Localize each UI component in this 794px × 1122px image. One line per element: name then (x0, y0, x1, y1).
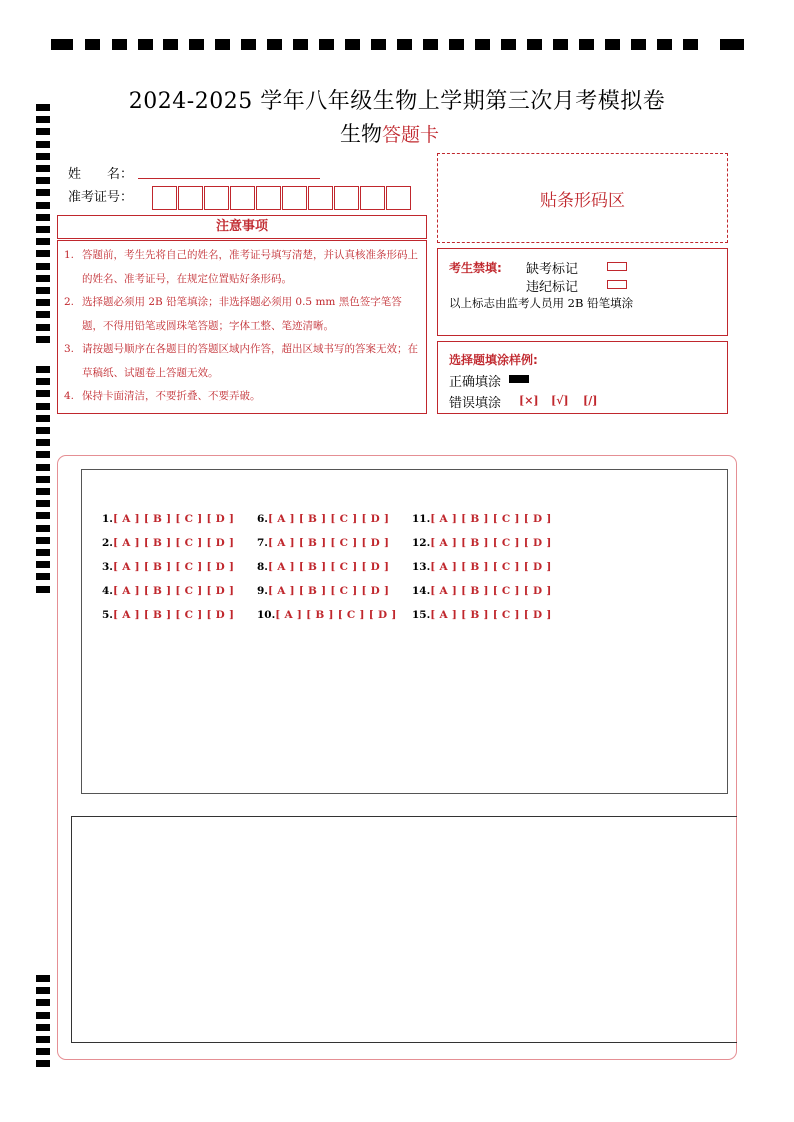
id-digit-box[interactable] (308, 186, 333, 210)
id-digit-box[interactable] (282, 186, 307, 210)
timing-mark (36, 238, 50, 245)
timing-mark (36, 299, 50, 306)
question-4 (102, 585, 234, 597)
timing-mark (36, 128, 50, 135)
question-8 (257, 561, 389, 573)
timing-mark (36, 439, 50, 446)
wrong-fill-label: 错误填涂 (449, 396, 502, 411)
timing-mark (36, 226, 50, 233)
timing-mark (423, 39, 438, 50)
timing-mark (449, 39, 464, 50)
fill-sample-heading: 选择题填涂样例: (449, 353, 538, 367)
timing-mark (720, 39, 744, 50)
answer-options[interactable]: [ A ] [ B ] [ C ] [ D ] (430, 585, 552, 597)
timing-mark (36, 378, 50, 385)
notice-num: 2. (64, 296, 75, 308)
timing-mark (36, 324, 50, 331)
timing-mark (36, 1012, 50, 1019)
answer-options[interactable]: [ A ] [ B ] [ C ] [ D ] (267, 513, 390, 525)
id-label: 准考证号： (68, 190, 134, 205)
wrong-mark: [/] (583, 394, 598, 407)
timing-mark (657, 39, 672, 50)
timing-mark (36, 975, 50, 982)
answer-options[interactable]: [ A ] [ B ] [ C ] [ D ] (275, 609, 397, 621)
timing-mark (36, 573, 50, 580)
notice-item (64, 244, 420, 291)
violation-label: 违纪标记 (526, 280, 579, 295)
notice-item (64, 338, 420, 385)
timing-mark (36, 1024, 50, 1031)
notice-text: 请按题号顺序在各题目的答题区域内作答，超出区域书写的答案无效；在草稿纸、试题卷上答题无效。 (82, 343, 418, 379)
timing-mark (36, 263, 50, 270)
id-digit-box[interactable] (178, 186, 203, 210)
timing-mark (267, 39, 282, 50)
timing-mark (319, 39, 334, 50)
timing-mark (36, 549, 50, 556)
timing-mark (605, 39, 620, 50)
question-13 (412, 561, 552, 573)
timing-mark (36, 476, 50, 483)
timing-mark (527, 39, 542, 50)
notice-item (64, 385, 420, 409)
correct-fill-mark (509, 375, 529, 383)
question-number: 15. (412, 609, 431, 621)
timing-mark (138, 39, 153, 50)
timing-mark (36, 141, 50, 148)
answer-options[interactable]: [ A ] [ B ] [ C ] [ D ] (112, 513, 235, 525)
answer-options[interactable]: [ A ] [ B ] [ C ] [ D ] (267, 537, 390, 549)
timing-mark (36, 488, 50, 495)
examiner-only-heading: 考生禁填: (449, 261, 502, 275)
question-10 (257, 609, 397, 621)
question-14 (412, 585, 552, 597)
answer-options[interactable]: [ A ] [ B ] [ C ] [ D ] (112, 609, 235, 621)
id-digit-box[interactable] (334, 186, 359, 210)
id-digit-box[interactable] (386, 186, 411, 210)
timing-mark (36, 464, 50, 471)
question-number: 12. (412, 537, 431, 549)
question-7 (257, 537, 389, 549)
question-15 (412, 609, 552, 621)
timing-mark (36, 165, 50, 172)
timing-mark (36, 561, 50, 568)
answer-options[interactable]: [ A ] [ B ] [ C ] [ D ] (430, 513, 552, 525)
timing-mark (345, 39, 360, 50)
timing-mark (36, 1060, 50, 1067)
timing-mark (36, 390, 50, 397)
answer-options[interactable]: [ A ] [ B ] [ C ] [ D ] (112, 561, 235, 573)
question-12 (412, 537, 552, 549)
question-2 (102, 537, 234, 549)
free-response-area[interactable] (71, 816, 737, 1043)
question-number: 8. (257, 561, 268, 573)
timing-mark (36, 250, 50, 257)
timing-mark (36, 999, 50, 1006)
wrong-mark: [×] (519, 394, 539, 407)
question-number: 5. (102, 609, 113, 621)
notice-num: 3. (64, 343, 75, 355)
question-number: 7. (257, 537, 268, 549)
id-digit-box[interactable] (152, 186, 177, 210)
timing-mark (36, 1048, 50, 1055)
subject-label: 生物 (340, 122, 382, 146)
timing-mark (631, 39, 646, 50)
answer-card-label: 答题卡 (382, 124, 440, 146)
barcode-label: 贴条形码区 (540, 190, 625, 211)
timing-mark (36, 987, 50, 994)
id-digit-box[interactable] (204, 186, 229, 210)
timing-mark (215, 39, 230, 50)
answer-options[interactable]: [ A ] [ B ] [ C ] [ D ] (112, 537, 235, 549)
timing-mark (397, 39, 412, 50)
answer-options[interactable]: [ A ] [ B ] [ C ] [ D ] (267, 561, 390, 573)
notice-text: 答题前，考生先将自己的姓名，准考证号填写清楚，并认真核准条形码上的姓名、准考证号，在规定位置贴好条形码。 (82, 249, 418, 285)
timing-mark (579, 39, 594, 50)
timing-mark (36, 311, 50, 318)
question-number: 10. (257, 609, 276, 621)
timing-mark (36, 189, 50, 196)
id-digit-box[interactable] (230, 186, 255, 210)
question-number: 13. (412, 561, 431, 573)
timing-mark (553, 39, 568, 50)
question-number: 11. (412, 513, 431, 525)
timing-mark (36, 287, 50, 294)
id-digit-box[interactable] (360, 186, 385, 210)
timing-mark (475, 39, 490, 50)
timing-mark (163, 39, 178, 50)
answer-options[interactable]: [ A ] [ B ] [ C ] [ D ] (430, 537, 552, 549)
timing-mark (36, 451, 50, 458)
notice-num: 1. (64, 249, 75, 261)
question-number: 9. (257, 585, 268, 597)
correct-fill-label: 正确填涂 (449, 375, 502, 390)
timing-mark (36, 153, 50, 160)
name-label: 姓 名： (68, 167, 134, 182)
timing-mark (112, 39, 127, 50)
fill-sample-box (437, 341, 728, 414)
timing-mark (371, 39, 386, 50)
timing-mark (36, 512, 50, 519)
timing-mark (36, 177, 50, 184)
notice-text: 保持卡面清洁，不要折叠、不要弄破。 (82, 390, 261, 402)
notice-list (57, 240, 427, 414)
question-5 (102, 609, 234, 621)
timing-mark (51, 39, 73, 50)
barcode-area (437, 153, 728, 243)
id-digit-box[interactable] (256, 186, 281, 210)
question-6 (257, 513, 389, 525)
answer-options[interactable]: [ A ] [ B ] [ C ] [ D ] (112, 585, 235, 597)
question-11 (412, 513, 552, 525)
violation-mark-box[interactable] (607, 280, 627, 289)
notice-num: 4. (64, 390, 75, 402)
question-9 (257, 585, 389, 597)
timing-mark (36, 500, 50, 507)
question-1 (102, 513, 234, 525)
timing-mark (189, 39, 204, 50)
answer-options[interactable]: [ A ] [ B ] [ C ] [ D ] (430, 609, 552, 621)
question-3 (102, 561, 234, 573)
examiner-only-box (437, 248, 728, 336)
timing-mark (36, 415, 50, 422)
name-field[interactable] (138, 178, 320, 179)
timing-mark (36, 275, 50, 282)
exam-title: 2024-2025 学年八年级生物上学期第三次月考模拟卷 (128, 89, 666, 114)
timing-mark (36, 403, 50, 410)
notice-item (64, 291, 420, 338)
absent-mark-box[interactable] (607, 262, 627, 271)
timing-mark (293, 39, 308, 50)
question-number: 2. (102, 537, 113, 549)
timing-mark (36, 525, 50, 532)
timing-mark (501, 39, 516, 50)
question-number: 6. (257, 513, 268, 525)
question-number: 3. (102, 561, 113, 573)
card-title (340, 118, 439, 148)
notice-heading: 注意事项 (57, 215, 427, 239)
wrong-mark: [√] (551, 394, 569, 407)
answer-options[interactable]: [ A ] [ B ] [ C ] [ D ] (267, 585, 390, 597)
timing-mark (241, 39, 256, 50)
examiner-note: 以上标志由监考人员用 2B 铅笔填涂 (449, 296, 634, 310)
timing-mark (36, 427, 50, 434)
timing-mark (683, 39, 698, 50)
answer-options[interactable]: [ A ] [ B ] [ C ] [ D ] (430, 561, 552, 573)
timing-mark (36, 586, 50, 593)
timing-mark (36, 202, 50, 209)
question-number: 14. (412, 585, 431, 597)
timing-mark (36, 1036, 50, 1043)
question-number: 4. (102, 585, 113, 597)
timing-mark (36, 214, 50, 221)
notice-text: 选择题必须用 2B 铅笔填涂；非选择题必须用 0.5 mm 黑色签字笔答题，不得用铅笔或圆珠笔答题；字体工整、笔迹清晰。 (82, 296, 402, 332)
absent-label: 缺考标记 (526, 262, 579, 277)
timing-mark (36, 537, 50, 544)
timing-mark (36, 366, 50, 373)
timing-mark (36, 336, 50, 343)
question-number: 1. (102, 513, 113, 525)
timing-mark (36, 116, 50, 123)
timing-mark (85, 39, 100, 50)
